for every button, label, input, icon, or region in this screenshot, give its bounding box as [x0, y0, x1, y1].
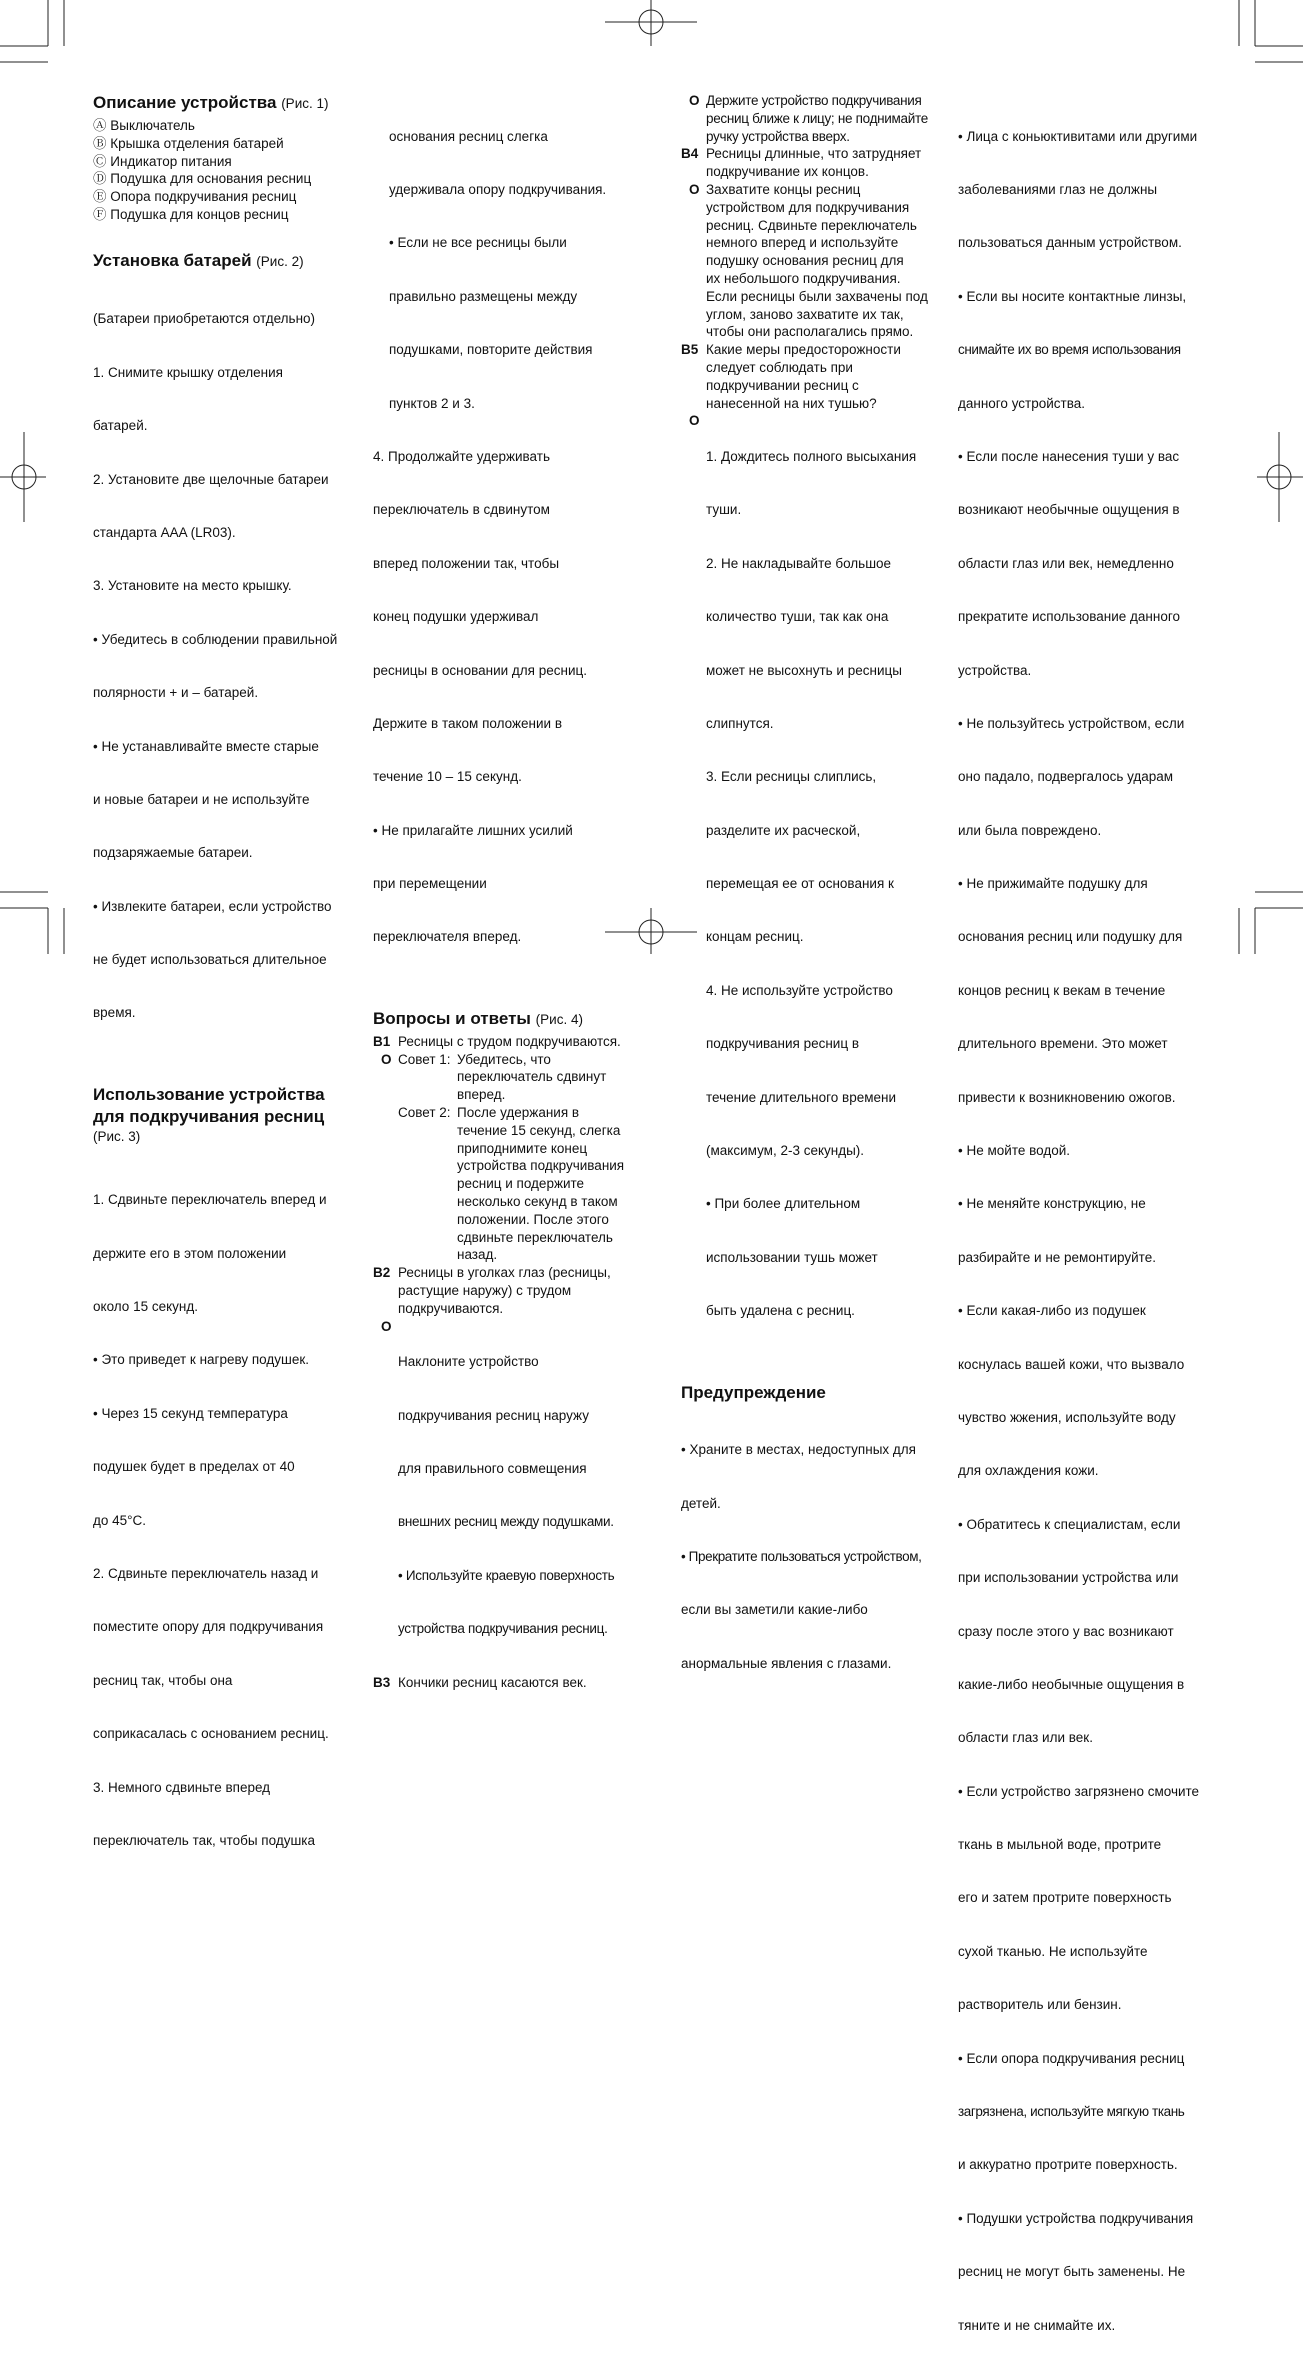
text-line: прекратите использование данного [958, 609, 1180, 625]
text-line: их небольшого подкручивания. [706, 270, 901, 286]
text-line: сразу после этого у вас возникают [958, 1623, 1174, 1639]
text-line: • Через 15 секунд температура [93, 1405, 288, 1421]
text-line: • Не мойте водой. [958, 1143, 1071, 1159]
advice-label: Совет 1: [398, 1051, 451, 1067]
text-line: концам ресниц. [706, 929, 804, 945]
column-3 [681, 92, 943, 1708]
qa-b2 [373, 1264, 635, 1317]
text-line: устройства. [958, 662, 1032, 678]
text-line: вперед. [457, 1087, 506, 1103]
text-line: • Извлеките батареи, если устройство [93, 898, 332, 914]
text-line: для правильного совмещения [398, 1460, 587, 1476]
text-line: Если ресницы были захвачены под [706, 288, 928, 304]
text-line: коснулась вашей кожи, что вызвало [958, 1356, 1185, 1372]
qa-tag: O [689, 413, 700, 429]
figure-ref: (Рис. 3) [93, 1128, 141, 1144]
battery-instructions [93, 275, 355, 1058]
registration-mark-right [1257, 432, 1303, 522]
text-line: • Обратитесь к специалистам, если [958, 1516, 1181, 1532]
text-line: основания ресниц или подушку для [958, 929, 1183, 945]
qa-b1 [373, 1033, 635, 1051]
text-line: После удержания в [457, 1105, 580, 1121]
text-line: Захватите концы ресниц [706, 181, 861, 197]
text-line: (максимум, 2-3 секунды). [706, 1143, 865, 1159]
text-line: перемещая ее от основания к [706, 876, 894, 892]
text-line: немного вперед и используйте [706, 235, 899, 251]
text-line: подкручиваются. [398, 1300, 504, 1316]
usage-continuation [373, 92, 635, 982]
text-line: тяните и не снимайте их. [958, 2317, 1116, 2333]
text-line: ресниц и подержите [457, 1176, 585, 1192]
text-line: области глаз или век, немедленно [958, 555, 1174, 571]
text-line: 1. Дождитесь полного высыхания [706, 448, 917, 464]
text-line: анормальные явления с глазами. [681, 1655, 892, 1671]
question-text: Кончики ресниц касаются век. [398, 1674, 587, 1690]
parts-list [93, 117, 355, 224]
qa-b4 [681, 145, 943, 181]
text-line: привести к возникновению ожогов. [958, 1089, 1176, 1105]
text-line: или была повреждено. [958, 822, 1102, 838]
text-line: может не высохнуть и ресницы [706, 662, 902, 678]
text-line: подушек будет в пределах от 40 [93, 1459, 295, 1475]
text-line: сухой тканью. Не используйте [958, 1943, 1148, 1959]
text-line: около 15 секунд. [93, 1299, 198, 1315]
text-line: (Батареи приобретаются отдельно) [93, 311, 316, 327]
qa-b3 [373, 1674, 635, 1692]
text-line: Держите устройство подкручивания [706, 93, 922, 108]
list-item: Ⓑ Крышка отделения батарей [93, 135, 284, 151]
qa-tag: B1 [373, 1033, 391, 1049]
text-line: количество туши, так как она [706, 609, 889, 625]
text-line: • Если не все ресницы были [389, 235, 567, 251]
text-line: не будет использоваться длительное [93, 952, 327, 968]
column-2 [373, 92, 635, 1691]
text-line: ручку устройства вверх. [706, 128, 850, 144]
text-line: переключателя вперед. [373, 929, 522, 945]
text-line: 3. Если ресницы слиплись, [706, 769, 877, 785]
text-line: подкручивании ресниц с [706, 377, 859, 393]
text-line: оно падало, подвергалось ударам [958, 769, 1174, 785]
text-line: • Если опора подкручивания ресниц [958, 2050, 1185, 2066]
text-line: держите его в этом положении [93, 1245, 287, 1261]
text-line: разделите их расческой, [706, 822, 861, 838]
text-line: переключатель в сдвинутом [373, 502, 550, 518]
text-line: использовании тушь может [706, 1249, 878, 1265]
text-line: подушками, повторите действия [389, 342, 593, 358]
text-line: основания ресниц слегка [389, 128, 548, 144]
column-1 [93, 92, 355, 1885]
registration-mark-left [0, 432, 46, 522]
qa-tag: B4 [681, 146, 699, 162]
qa-o4 [681, 181, 943, 341]
text-line: течение 15 секунд, слегка [457, 1122, 621, 1138]
registration-mark-top [605, 0, 697, 46]
qa-tag: O [381, 1318, 392, 1334]
text-line: растущие наружу) с трудом [398, 1283, 572, 1298]
text-line: Наклоните устройство [398, 1354, 539, 1370]
text-line: данного устройства. [958, 395, 1085, 411]
text-line: области глаз или век. [958, 1730, 1093, 1746]
text-line: стандарта AAA (LR03). [93, 524, 236, 540]
text-line: подкручивание их концов. [706, 164, 869, 180]
text-line: • Если после нанесения туши у вас [958, 448, 1180, 464]
text-line: время. [93, 1005, 136, 1021]
text-line: переключатель так, чтобы подушка [93, 1832, 315, 1848]
text-line: ресниц не могут быть заменены. Не [958, 2264, 1186, 2280]
qa-o5 [681, 412, 943, 1355]
text-line: до 45°C. [93, 1512, 147, 1528]
text-line: • При более длительном [706, 1196, 861, 1212]
qa-o3 [681, 92, 943, 145]
text-line: • Прекратите пользоваться устройством, [681, 1548, 922, 1564]
text-line: подкручивания ресниц в [706, 1036, 859, 1052]
question-text: Ресницы с трудом подкручиваются. [398, 1033, 621, 1049]
text-line: детей. [681, 1495, 721, 1511]
text-line: • Не прилагайте лишних усилий [373, 822, 573, 838]
text-line: • Если устройство загрязнено смочите [958, 1783, 1200, 1799]
heading-battery-installation: Установка батарей (Рис. 2) [93, 250, 304, 270]
text-line: его и затем протрите поверхность [958, 1890, 1172, 1906]
text-line: • Используйте краевую поверхность [398, 1567, 615, 1583]
text-line: • Подушки устройства подкручивания [958, 2210, 1194, 2226]
text-line: • Это приведет к нагреву подушек. [93, 1352, 310, 1368]
text-line: Убедитесь, что [457, 1051, 551, 1067]
text-line: 3. Установите на место крышку. [93, 578, 292, 594]
text-line: подушку основания ресниц для [706, 253, 904, 269]
text-line: устройством для подкручивания [706, 199, 910, 215]
text-line: туши. [706, 502, 742, 518]
heading-device-description: Описание устройства (Рис. 1) [93, 93, 329, 112]
qa-o1 [373, 1051, 635, 1265]
text-line: устройства подкручивания [457, 1158, 625, 1174]
qa-tag: O [689, 181, 700, 197]
column-4 [958, 92, 1220, 2370]
text-line: устройства подкручивания ресниц. [398, 1621, 608, 1637]
text-line: • Не пользуйтесь устройством, если [958, 715, 1185, 731]
heading-qa: Вопросы и ответы (Рис. 4) [373, 1008, 583, 1028]
text-line: слипнутся. [706, 715, 774, 731]
text-line: конец подушки удерживал [373, 609, 539, 625]
list-item: Ⓒ Индикатор питания [93, 153, 232, 169]
text-line: ресницы в основании для ресниц. [373, 662, 587, 678]
text-line: 1. Сдвиньте переключатель вперед и [93, 1192, 327, 1208]
qa-b5 [681, 341, 943, 412]
text-line: следует соблюдать при [706, 359, 853, 375]
text-line: при использовании устройства или [958, 1570, 1179, 1586]
text-line: если вы заметили какие-либо [681, 1602, 868, 1618]
advice-label: Совет 2: [398, 1105, 451, 1121]
text-line: • Не меняйте конструкцию, не [958, 1196, 1146, 1212]
text-line: Ресницы в уголках глаз (ресницы, [398, 1265, 611, 1281]
qa-o2 [373, 1318, 635, 1674]
text-line: • Если какая-либо из подушек [958, 1303, 1146, 1319]
list-item: Ⓐ Выключатель [93, 118, 195, 133]
text-line: чувство жжения, используйте воду [958, 1409, 1176, 1425]
text-line: пунктов 2 и 3. [389, 395, 475, 411]
qa-tag: B2 [373, 1265, 391, 1281]
text-line: поместите опору для подкручивания [93, 1619, 324, 1635]
text-line: быть удалена с ресниц. [706, 1303, 855, 1319]
text-line: • Храните в местах, недоступных для [681, 1442, 916, 1458]
text-line: • Не прижимайте подушку для [958, 876, 1148, 892]
text-line: ресниц. Сдвиньте переключатель [706, 217, 917, 233]
text-line: сдвиньте переключатель [457, 1229, 613, 1245]
qa-tag: B3 [373, 1674, 391, 1690]
qa-tag: O [381, 1051, 392, 1067]
list-item: Ⓕ Подушка для концов ресниц [93, 206, 289, 222]
text-line: подкручивания ресниц наружу [398, 1407, 589, 1423]
warnings-continued [958, 92, 1220, 2370]
text-line: загрязнена, используйте мягкую ткань [958, 2104, 1185, 2120]
text-line: течение 10 – 15 секунд. [373, 769, 522, 785]
text-line: ткань в мыльной воде, протрите [958, 1837, 1162, 1853]
qa-tag: O [689, 93, 700, 108]
text-line: нанесенной на них тушью? [706, 395, 877, 411]
text-line: возникают необычные ощущения в [958, 502, 1180, 518]
text-line: соприкасалась с основанием ресниц. [93, 1726, 329, 1742]
text-line: растворитель или бензин. [958, 1997, 1122, 2013]
text-line: назад. [457, 1247, 498, 1263]
text-line: пользоваться данным устройством. [958, 235, 1182, 251]
text-line: Ресницы длинные, что затрудняет [706, 146, 922, 162]
text-line: ресниц так, чтобы она [93, 1672, 233, 1688]
text-line: внешних ресниц между подушками. [398, 1514, 614, 1530]
warnings-list [681, 1406, 943, 1709]
heading-usage: Использование устройства для подкручивания ресниц [93, 1084, 325, 1126]
text-line: Какие меры предосторожности [706, 342, 901, 358]
qa-tag: B5 [681, 342, 699, 358]
text-line: Держите в таком положении в [373, 715, 562, 731]
text-line: разбирайте и не ремонтируйте. [958, 1249, 1156, 1265]
text-line: • Если вы носите контактные линзы, [958, 288, 1187, 304]
text-line: длительного времени. Это может [958, 1036, 1168, 1052]
text-line: 4. Продолжайте удерживать [373, 448, 550, 464]
text-line: правильно размещены между [389, 288, 578, 304]
text-line: • Лица с коньюктивитами или другими [958, 128, 1198, 144]
text-line: заболеваниями глаз не должны [958, 181, 1158, 197]
usage-steps [93, 1156, 355, 1886]
text-line: приподнимите конец [457, 1140, 588, 1156]
text-line: полярности + и – батарей. [93, 685, 259, 701]
text-line: положении. После этого [457, 1211, 609, 1227]
text-line: 2. Установите две щелочные батареи [93, 471, 329, 487]
text-line: • Убедитесь в соблюдении правильной [93, 631, 338, 647]
text-line: и аккуратно протрите поверхность. [958, 2157, 1178, 2173]
heading-warning: Предупреждение [681, 1382, 826, 1402]
text-line: чтобы они располагались прямо. [706, 324, 914, 340]
text-line: удерживала опору подкручивания. [389, 181, 607, 197]
text-line: течение длительного времени [706, 1089, 897, 1105]
text-line: батарей. [93, 418, 148, 434]
text-line: 3. Немного сдвиньте вперед [93, 1779, 271, 1795]
text-line: 1. Снимите крышку отделения [93, 364, 283, 380]
text-line: несколько секунд в таком [457, 1194, 618, 1210]
text-line: 2. Не накладывайте большое [706, 555, 892, 571]
text-line: 4. Не используйте устройство [706, 982, 893, 998]
text-line: ресниц ближе к лицу; не поднимайте [706, 110, 928, 126]
text-line: какие-либо необычные ощущения в [958, 1676, 1185, 1692]
text-line: подзаряжаемые батареи. [93, 845, 253, 861]
text-line: и новые батареи и не используйте [93, 791, 310, 807]
list-item: Ⓔ Опора подкручивания ресниц [93, 189, 297, 205]
text-line: переключатель сдвинут [457, 1069, 607, 1085]
text-line: • Не устанавливайте вместе старые [93, 738, 319, 754]
list-item: Ⓓ Подушка для основания ресниц [93, 171, 312, 187]
text-line: при перемещении [373, 876, 487, 892]
text-line: концов ресниц к векам в течение [958, 982, 1166, 998]
text-line: 2. Сдвиньте переключатель назад и [93, 1565, 319, 1581]
text-line: углом, заново захватите их так, [706, 306, 904, 322]
text-line: вперед положении так, чтобы [373, 555, 560, 571]
text-line: для охлаждения кожи. [958, 1463, 1099, 1479]
text-line: снимайте их во время использования [958, 342, 1181, 358]
